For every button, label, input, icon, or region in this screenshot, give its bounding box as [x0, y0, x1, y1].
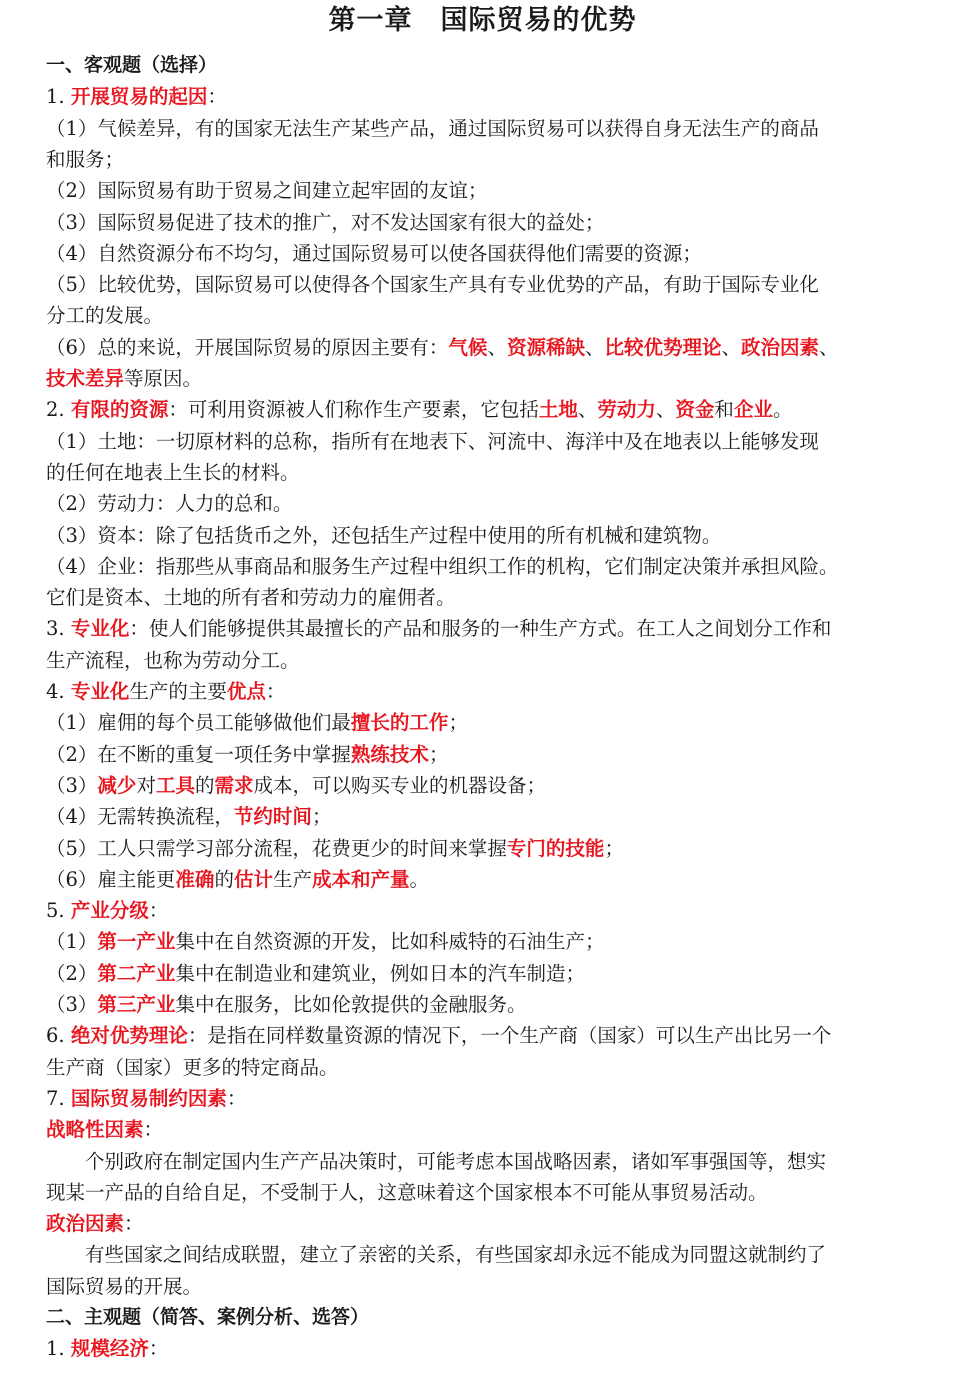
highlighted-term: 准确	[175, 867, 215, 891]
text-line	[46, 1208, 916, 1239]
text-segment: 的	[194, 773, 215, 797]
text-segment: 集中在制造业和建筑业，例如日本的汽车制造；	[175, 961, 585, 985]
highlighted-term: 成本和产量	[311, 867, 410, 891]
text-segment: 7.	[46, 1086, 71, 1110]
text-segment: 和服务；	[46, 147, 125, 171]
highlighted-term: 需求	[214, 773, 254, 797]
text-segment: ：	[226, 1086, 247, 1110]
text-segment: （2）劳动力：人力的总和。	[46, 492, 293, 516]
text-line	[46, 363, 916, 394]
text-segment: ；	[311, 805, 332, 829]
highlighted-term: 比较优势理论	[604, 335, 722, 359]
text-segment: （1）气候差异，有的国家无法生产某些产品，通过国际贸易可以获得自身无法生产的商品	[46, 116, 819, 140]
highlighted-term: 减少	[97, 773, 137, 797]
text-line	[46, 1146, 916, 1177]
text-line	[46, 801, 916, 832]
highlighted-term: 战略性因素	[46, 1118, 144, 1142]
highlighted-term: 资金	[675, 398, 715, 422]
text-segment: （1）雇佣的每个员工能够做他们最	[46, 711, 351, 735]
text-segment: 、	[655, 398, 676, 422]
text-line	[46, 1083, 916, 1114]
section-heading	[46, 1302, 916, 1333]
text-segment: 1.	[46, 1337, 71, 1361]
text-line	[46, 1020, 916, 1051]
highlighted-term: 资源稀缺	[506, 335, 585, 359]
text-line	[46, 833, 916, 864]
text-line	[46, 676, 916, 707]
highlighted-term: 国际贸易制约因素	[70, 1086, 227, 1110]
highlighted-term: 土地	[538, 398, 578, 422]
text-line	[46, 1052, 916, 1083]
text-segment: 二、主观题（简答、案例分析、选答）	[46, 1306, 370, 1328]
text-line	[46, 238, 916, 269]
text-segment: 集中在服务，比如伦敦提供的金融服务。	[175, 993, 527, 1016]
text-line	[46, 958, 916, 989]
text-segment: ：	[124, 1212, 144, 1236]
text-segment: （4）企业：指那些从事商品和服务生产过程中组织工作的机构，它们制定决策并承担风险。	[46, 554, 839, 578]
text-segment: 5.	[46, 899, 71, 923]
text-line	[46, 645, 916, 676]
text-segment: （2）在不断的重复一项任务中掌握	[46, 742, 351, 766]
text-line	[46, 1239, 916, 1270]
text-segment: （6）雇主能更	[46, 867, 176, 891]
text-line	[46, 613, 916, 644]
highlighted-term: 第二产业	[97, 961, 176, 985]
text-segment: 、	[487, 335, 507, 359]
text-segment: 等原因。	[124, 367, 203, 390]
text-line	[46, 707, 916, 738]
text-segment: 分工的发展。	[46, 304, 164, 328]
text-segment: 它们是资本、土地的所有者和劳动力的雇佣者。	[46, 586, 456, 610]
text-line	[46, 300, 916, 331]
highlighted-term: 专业化	[70, 617, 130, 641]
section-heading	[46, 50, 916, 81]
text-line	[46, 520, 916, 551]
highlighted-term: 绝对优势理论	[70, 1024, 188, 1048]
highlighted-term: 产业分级	[70, 899, 149, 923]
highlighted-term: 熟练技术	[350, 742, 429, 766]
text-line	[46, 269, 916, 300]
text-line	[46, 394, 916, 425]
text-segment: 6.	[46, 1024, 71, 1048]
text-segment: ；	[604, 836, 624, 860]
text-line	[46, 1177, 916, 1208]
text-segment: （3）	[46, 993, 98, 1016]
highlighted-term: 优点	[226, 680, 266, 703]
highlighted-term: 政治因素	[46, 1212, 125, 1236]
text-line	[46, 175, 916, 206]
text-segment: （2）国际贸易有助于贸易之间建立起牢固的友谊；	[46, 179, 488, 203]
text-segment: （3）资本：除了包括货币之外，还包括生产过程中使用的所有机械和建筑物。	[46, 523, 722, 547]
text-segment: （1）	[46, 930, 98, 954]
text-segment: （3）国际贸易促进了技术的推广，对不发达国家有很大的益处；	[46, 210, 605, 234]
text-segment: 现某一产品的自给自足，不受制于人，这意味着这个国家根本不可能从事贸易活动。	[46, 1180, 768, 1204]
text-segment: ；	[448, 711, 468, 735]
text-line	[46, 488, 916, 519]
text-segment: （2）	[46, 961, 98, 985]
text-line	[46, 864, 916, 895]
text-line	[46, 926, 916, 957]
highlighted-term: 政治因素	[741, 335, 820, 359]
text-segment: ；	[428, 742, 449, 766]
text-segment: 生产的主要	[129, 680, 227, 703]
highlighted-term: 技术差异	[46, 367, 125, 390]
highlighted-term: 专业化	[70, 680, 130, 703]
text-line	[46, 207, 916, 238]
text-segment: 2.	[46, 398, 71, 422]
text-segment: ：	[207, 85, 227, 109]
text-line	[46, 1114, 916, 1145]
text-line	[46, 770, 916, 801]
text-segment: ：	[148, 899, 169, 923]
text-segment: 。	[409, 867, 430, 891]
highlighted-term: 开展贸易的起因	[70, 85, 208, 109]
text-segment: 、	[577, 398, 598, 422]
text-segment: 生产商（国家）更多的特定商品。	[46, 1055, 339, 1079]
text-line	[46, 551, 916, 582]
text-segment: 对	[136, 773, 156, 797]
text-segment: ：	[148, 1337, 169, 1361]
highlighted-term: 有限的资源	[70, 398, 169, 422]
text-segment: （5）比较优势，国际贸易可以使得各个国家生产具有专业优势的产品，有助于国际专业化	[46, 273, 819, 297]
text-line	[46, 1333, 916, 1364]
highlighted-term: 工具	[155, 773, 195, 797]
text-line	[46, 332, 916, 363]
text-segment: 和	[714, 398, 734, 422]
highlighted-term: 企业	[733, 398, 773, 422]
text-line	[46, 81, 916, 112]
text-line	[46, 989, 916, 1020]
text-segment: 的	[214, 867, 234, 891]
text-line	[46, 739, 916, 770]
text-segment: （6）总的来说，开展国际贸易的原因主要有：	[46, 335, 449, 359]
page-title: 第一章 国际贸易的优势	[328, 5, 637, 36]
text-segment: 成本，可以购买专业的机器设备；	[253, 773, 547, 797]
text-line	[46, 895, 916, 926]
text-segment: 4.	[46, 680, 71, 703]
text-segment: 生产流程，也称为劳动分工。	[46, 648, 300, 672]
highlighted-term: 擅长的工作	[350, 711, 449, 735]
text-segment: ：使人们能够提供其最擅长的产品和服务的一种生产方式。在工人之间划分工作和	[129, 617, 832, 641]
text-segment: ：是指在同样数量资源的情况下，一个生产商（国家）可以生产出比另一个	[187, 1024, 832, 1048]
text-segment: 集中在自然资源的开发，比如科威特的石油生产；	[175, 930, 605, 954]
text-segment: 、	[584, 335, 605, 359]
text-segment: ：	[143, 1118, 164, 1142]
highlighted-term: 估计	[233, 867, 273, 891]
highlighted-term: 规模经济	[70, 1337, 149, 1361]
text-segment: 1.	[46, 85, 71, 109]
text-segment: （4）无需转换流程，	[46, 805, 234, 829]
text-segment: 生产	[272, 867, 312, 891]
text-segment: 、	[721, 335, 742, 359]
highlighted-term: 气候	[448, 335, 488, 359]
text-segment: ：可利用资源被人们称作生产要素，它包括	[168, 398, 539, 422]
text-line	[46, 1271, 916, 1302]
text-segment: （4）自然资源分布不均匀，通过国际贸易可以使各国获得他们需要的资源；	[46, 241, 702, 265]
text-segment: ：	[265, 680, 286, 703]
text-segment: （3）	[46, 773, 98, 797]
text-segment: 个别政府在制定国内生产产品决策时，可能考虑本国战略因素，诸如军事强国等，想实	[46, 1149, 827, 1173]
text-segment: 的任何在地表上生长的材料。	[46, 460, 300, 484]
text-segment: 、	[819, 335, 839, 359]
text-segment: 3.	[46, 617, 71, 641]
text-segment: （5）工人只需学习部分流程，花费更少的时间来掌握	[46, 836, 507, 860]
highlighted-term: 节约时间	[233, 805, 312, 829]
text-line	[46, 113, 916, 144]
text-segment: 一、客观题（选择）	[46, 54, 218, 76]
highlighted-term: 劳动力	[597, 398, 656, 422]
text-line	[46, 426, 916, 457]
text-segment: 有些国家之间结成联盟，建立了亲密的关系，有些国家却永远不能成为同盟这就制约了	[46, 1243, 827, 1267]
text-segment: 国际贸易的开展。	[46, 1274, 203, 1298]
highlighted-term: 第三产业	[97, 993, 176, 1016]
text-line	[46, 457, 916, 488]
text-line	[46, 582, 916, 613]
text-segment: 。	[772, 398, 793, 422]
text-line	[46, 144, 916, 175]
highlighted-term: 专门的技能	[506, 836, 605, 860]
highlighted-term: 第一产业	[97, 930, 176, 954]
text-segment: （1）土地：一切原材料的总称，指所有在地表下、河流中、海洋中及在地表以上能够发现	[46, 429, 819, 453]
